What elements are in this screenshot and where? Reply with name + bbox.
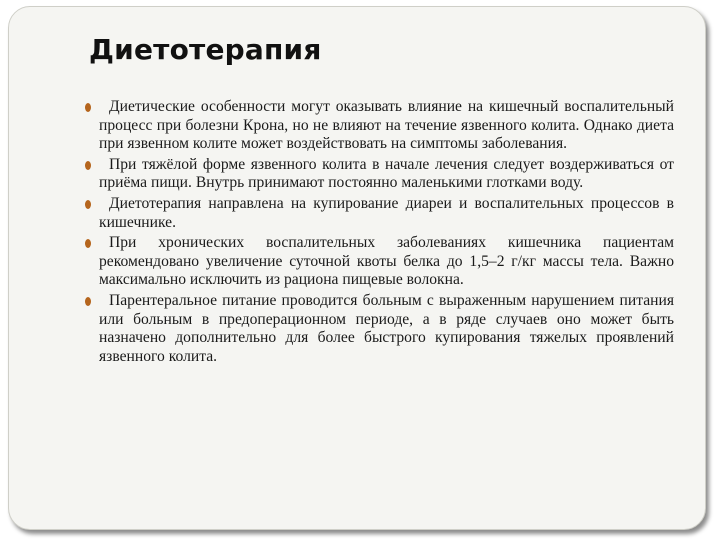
bullet-item <box>99 234 674 290</box>
bullet-dot-icon <box>85 200 91 209</box>
bullet-dot-icon <box>85 103 91 112</box>
bullet-text: Парентеральное питание проводится больным с выраженным нарушением питания или больным в предоперационном периоде, а в ряде случаев оно может быть назначено дополнительно для более быстрого купирования тяжелых проявлений язвенного колита. <box>99 291 674 365</box>
bullet-dot-icon <box>85 297 91 306</box>
slide-title: Диетотерапия <box>89 33 322 66</box>
bullet-dot-icon <box>85 239 91 248</box>
bullet-text: При хронических воспалительных заболеваниях кишечника пациентам рекомендовано увеличение суточной квоты белка до 1,5–2 г/кг массы тела. Важно максимально исключить из рациона пищевые волокна. <box>99 234 674 289</box>
bullet-item <box>99 98 674 154</box>
bullet-item <box>99 156 674 193</box>
bullet-item <box>99 195 674 232</box>
bullet-text: Диетотерапия направлена на купирование диареи и воспалительных процессов в кишечнике. <box>99 194 674 231</box>
bullet-text: Диетические особенности могут оказывать влияние на кишечный воспалительный процесс при болезни Крона, но не влияют на течение язвенного колита. Однако диета при язвенном колите может воздействовать на симптомы заболевания. <box>99 98 674 153</box>
bullet-text: При тяжёлой форме язвенного колита в начале лечения следует воздерживаться от приёма пищи. Внутрь принимают постоянно маленькими глотками воду. <box>99 155 674 192</box>
bullet-dot-icon <box>85 161 91 170</box>
bullet-list <box>99 98 674 368</box>
bullet-item <box>99 292 674 366</box>
slide <box>8 6 706 530</box>
